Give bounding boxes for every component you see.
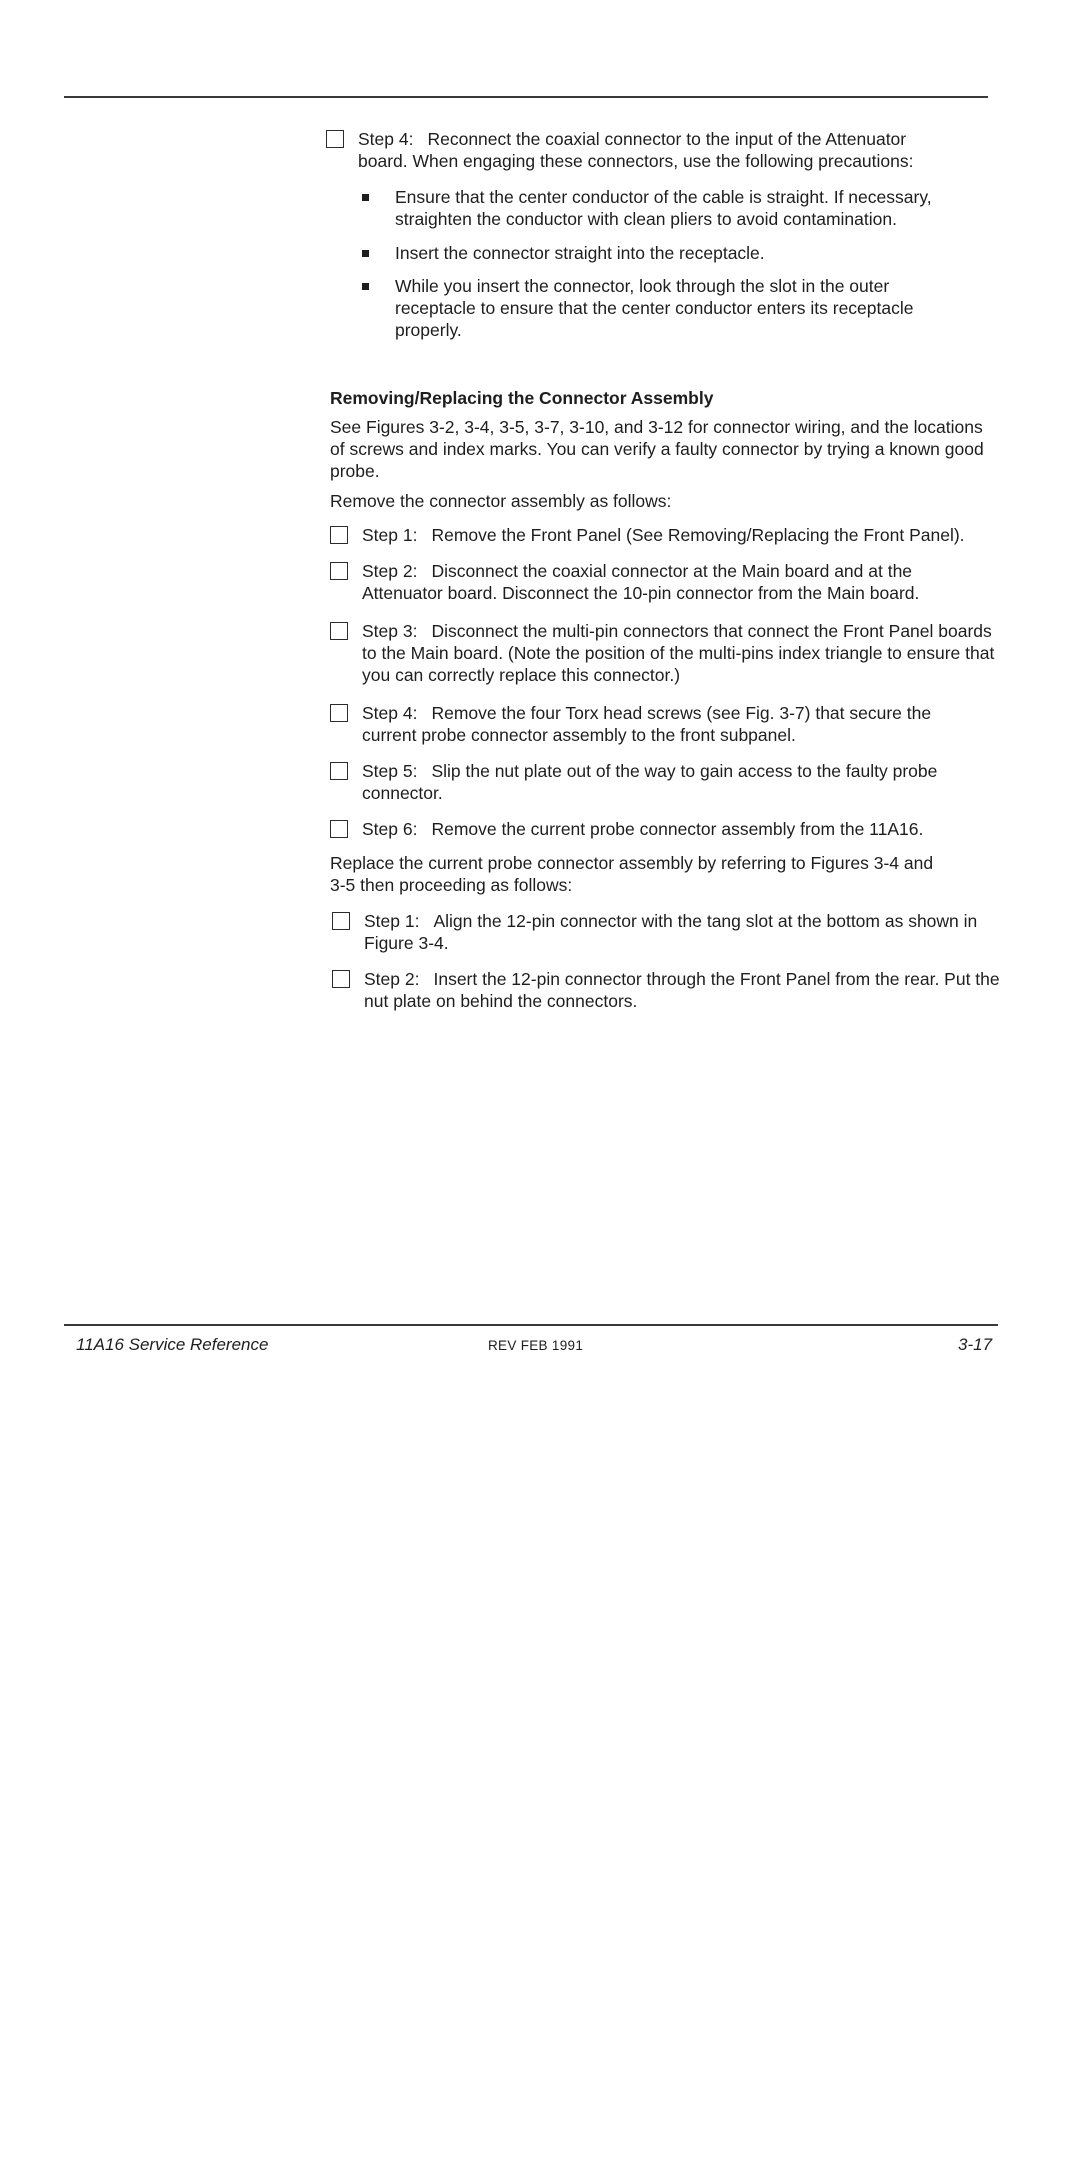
footer-page-number: 3-17	[958, 1335, 993, 1354]
bullet-item	[356, 242, 956, 264]
step-text: Disconnect the multi-pin connectors that connect the Front Panel boards to the Main board. (Note the position of the multi-pins index triangle to ensure that you can correctly replace this connector.)	[362, 621, 995, 685]
replace-intro: Replace the current probe connector assembly by referring to Figures 3-4 and 3-5 then proceeding as follows:	[330, 853, 934, 895]
footer-revision: REV FEB 1991	[488, 1338, 584, 1353]
remove-step-5	[330, 760, 980, 804]
bullet-text: While you insert the connector, look through the slot in the outer receptacle to ensure that the center conductor enters its receptacle properly.	[395, 276, 914, 340]
section-heading: Removing/Replacing the Connector Assembly	[330, 388, 714, 408]
bullet-text: Ensure that the center conductor of the cable is straight. If necessary, straighten the conductor with clean pliers to avoid contamination.	[395, 187, 932, 229]
remove-step-1	[330, 524, 1000, 546]
step-number: Step 6:	[362, 819, 418, 839]
checkbox[interactable]	[330, 526, 348, 544]
bullet-icon	[362, 283, 369, 290]
checkbox[interactable]	[330, 562, 348, 580]
footer-document-title: 11A16 Service Reference	[76, 1335, 269, 1354]
step-number: Step 4:	[358, 129, 414, 149]
remove-step-6	[330, 818, 1000, 840]
step-number: Step 2:	[364, 969, 420, 989]
checkbox[interactable]	[330, 704, 348, 722]
step-text: Reconnect the coaxial connector to the input of the Attenuator board. When engaging these connectors, use the following precautions:	[358, 129, 914, 171]
bullet-icon	[362, 194, 369, 201]
replace-step-2	[332, 968, 1002, 1012]
step-4-reconnect	[326, 128, 956, 172]
step-text: Insert the 12-pin connector through the Front Panel from the rear. Put the nut plate on behind the connectors.	[364, 969, 1000, 1011]
checkbox[interactable]	[332, 970, 350, 988]
step-number: Step 2:	[362, 561, 418, 581]
remove-step-2	[330, 560, 970, 604]
step-number: Step 1:	[364, 911, 420, 931]
checkbox[interactable]	[330, 622, 348, 640]
step-text: Align the 12-pin connector with the tang slot at the bottom as shown in Figure 3-4.	[364, 911, 978, 953]
remove-step-4	[330, 702, 980, 746]
bullet-item	[356, 186, 956, 230]
top-rule	[64, 96, 988, 98]
remove-intro: Remove the connector assembly as follows:	[330, 491, 672, 511]
remove-step-3	[330, 620, 1000, 686]
checkbox[interactable]	[330, 762, 348, 780]
step-text: Remove the four Torx head screws (see Fig. 3-7) that secure the current probe connector assembly to the front subpanel.	[362, 703, 932, 745]
step-number: Step 3:	[362, 621, 418, 641]
checkbox[interactable]	[332, 912, 350, 930]
footer-rule	[64, 1324, 998, 1326]
bullet-item	[356, 275, 956, 341]
step-number: Step 5:	[362, 761, 418, 781]
intro-paragraph: See Figures 3-2, 3-4, 3-5, 3-7, 3-10, and 3-12 for connector wiring, and the locations of screws and index marks. You can verify a faulty connector by trying a known good probe.	[330, 417, 984, 481]
checkbox[interactable]	[326, 130, 344, 148]
replace-step-1	[332, 910, 1002, 954]
step-text: Disconnect the coaxial connector at the Main board and at the Attenuator board. Disconnect the 10-pin connector from the Main board.	[362, 561, 920, 603]
step-text: Slip the nut plate out of the way to gain access to the faulty probe connector.	[362, 761, 938, 803]
bullet-text: Insert the connector straight into the receptacle.	[395, 243, 765, 263]
step-number: Step 4:	[362, 703, 418, 723]
step-text: Remove the current probe connector assembly from the 11A16.	[431, 819, 924, 839]
bullet-icon	[362, 250, 369, 257]
checkbox[interactable]	[330, 820, 348, 838]
step-text: Remove the Front Panel (See Removing/Replacing the Front Panel).	[431, 525, 965, 545]
step-number: Step 1:	[362, 525, 418, 545]
